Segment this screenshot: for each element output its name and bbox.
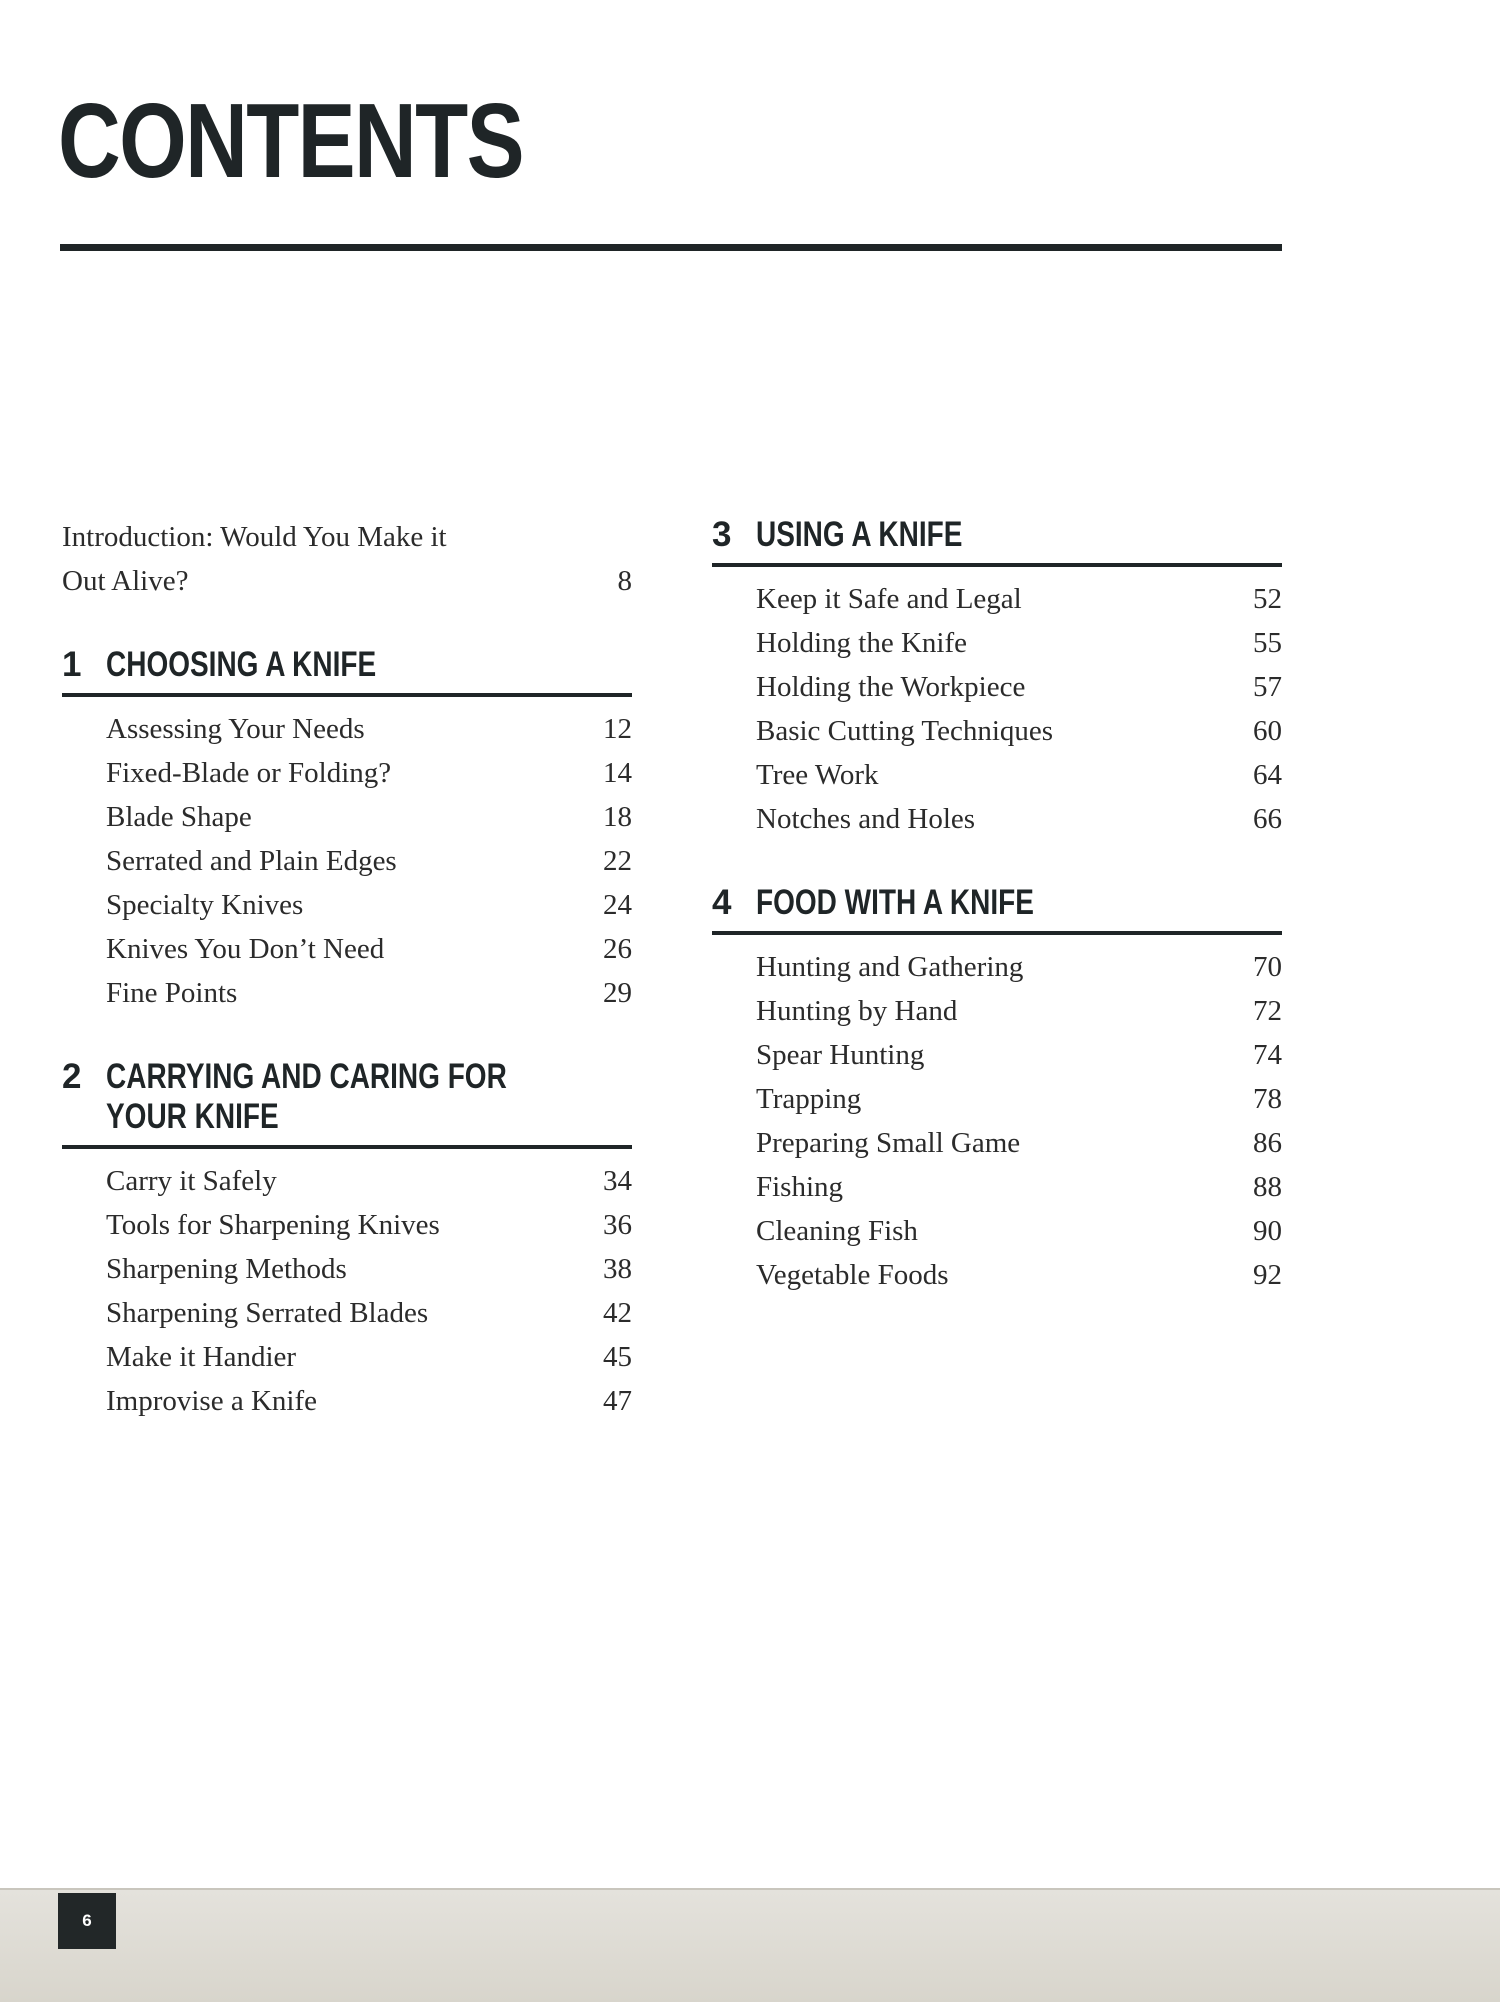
toc-entry[interactable] [712,709,1282,753]
page-title: CONTENTS [58,82,523,200]
entry-page-number: 74 [1253,1039,1282,1071]
entry-page-number: 52 [1253,583,1282,615]
page-number-badge: 6 [58,1893,116,1949]
section-title: FOOD WITH A KNIFE [756,883,1034,922]
entry-list [62,707,632,1015]
toc-entry[interactable] [62,1159,632,1203]
section-4 [712,883,1282,1297]
toc-entry[interactable] [712,945,1282,989]
entry-label: Improvise a Knife [106,1385,317,1417]
toc-entry[interactable] [712,1077,1282,1121]
entry-label: Knives You Don’t Need [106,933,385,965]
toc-entry[interactable] [62,751,632,795]
intro-line-2: Out Alive? [62,565,189,597]
section-number: 4 [712,883,732,922]
entry-label: Tools for Sharpening Knives [106,1209,440,1241]
entry-page-number: 86 [1253,1127,1282,1159]
entry-page-number: 64 [1253,759,1282,791]
entry-label: Keep it Safe and Legal [756,583,1022,615]
section-number: 3 [712,515,732,554]
entry-label: Fine Points [106,977,238,1009]
section-number: 1 [62,645,82,684]
entry-label: Trapping [756,1083,862,1115]
toc-entry[interactable] [62,1203,632,1247]
toc-entry[interactable] [62,1335,632,1379]
section-divider [712,931,1282,935]
toc-entry[interactable] [62,927,632,971]
toc-entry[interactable] [712,797,1282,841]
toc-entry[interactable] [712,753,1282,797]
toc-entry[interactable] [712,665,1282,709]
entry-label: Hunting by Hand [756,995,958,1027]
contents-column-left [62,515,632,1423]
entry-label: Fishing [756,1171,844,1203]
section-heading [712,883,1282,923]
footer-band [0,1888,1500,2002]
section-heading [62,645,632,685]
entry-label: Assessing Your Needs [106,713,365,745]
toc-entry[interactable] [62,883,632,927]
entry-page-number: 36 [603,1209,632,1241]
toc-entry[interactable] [712,989,1282,1033]
entry-page-number: 22 [603,845,632,877]
entry-label: Spear Hunting [756,1039,925,1071]
entry-list [712,577,1282,841]
entry-page-number: 60 [1253,715,1282,747]
entry-page-number: 55 [1253,627,1282,659]
entry-page-number: 29 [603,977,632,1009]
section-divider [712,563,1282,567]
section-number: 2 [62,1057,82,1096]
entry-list [62,1159,632,1423]
entry-page-number: 72 [1253,995,1282,1027]
entry-page-number: 57 [1253,671,1282,703]
entry-page-number: 92 [1253,1259,1282,1291]
entry-page-number: 38 [603,1253,632,1285]
toc-entry[interactable] [62,795,632,839]
entry-label: Serrated and Plain Edges [106,845,397,877]
intro-line-1: Introduction: Would You Make it [62,521,447,553]
toc-entry[interactable] [62,1379,632,1423]
entry-page-number: 42 [603,1297,632,1329]
entry-label: Basic Cutting Techniques [756,715,1054,747]
entry-label: Make it Handier [106,1341,297,1373]
section-divider [62,1145,632,1149]
entry-page-number: 47 [603,1385,632,1417]
entry-page-number: 78 [1253,1083,1282,1115]
entry-label: Blade Shape [106,801,252,833]
entry-page-number: 45 [603,1341,632,1373]
section-heading [62,1057,632,1137]
entry-label: Vegetable Foods [756,1259,949,1291]
section-title: CARRYING AND CARING FOR YOUR KNIFE [106,1057,507,1136]
section-title: USING A KNIFE [756,515,963,554]
entry-label: Cleaning Fish [756,1215,918,1247]
entry-label: Notches and Holes [756,803,976,835]
toc-entry[interactable] [62,839,632,883]
toc-entry-introduction[interactable] [62,515,632,603]
entry-label: Hunting and Gathering [756,951,1024,983]
toc-entry[interactable] [62,971,632,1015]
section-1 [62,645,632,1015]
entry-page-number: 24 [603,889,632,921]
entry-page-number: 66 [1253,803,1282,835]
toc-entry[interactable] [712,1253,1282,1297]
entry-page-number: 18 [603,801,632,833]
entry-label: Tree Work [756,759,879,791]
entry-page-number: 88 [1253,1171,1282,1203]
entry-label: Holding the Workpiece [756,671,1026,703]
entry-label: Preparing Small Game [756,1127,1021,1159]
toc-entry[interactable] [62,1247,632,1291]
intro-page-number: 8 [617,565,632,597]
entry-page-number: 34 [603,1165,632,1197]
section-2 [62,1057,632,1423]
entry-page-number: 26 [603,933,632,965]
section-3 [712,515,1282,841]
contents-column-right [712,515,1282,1297]
entry-label: Specialty Knives [106,889,304,921]
entry-page-number: 70 [1253,951,1282,983]
entry-label: Carry it Safely [106,1165,277,1197]
entry-label: Fixed-Blade or Folding? [106,757,392,789]
toc-entry[interactable] [712,577,1282,621]
title-divider [60,244,1282,251]
section-heading [712,515,1282,555]
section-divider [62,693,632,697]
entry-label: Sharpening Methods [106,1253,347,1285]
toc-entry[interactable] [712,1033,1282,1077]
entry-label: Holding the Knife [756,627,968,659]
toc-entry[interactable] [62,707,632,751]
entry-page-number: 12 [603,713,632,745]
toc-entry[interactable] [712,1209,1282,1253]
entry-page-number: 14 [603,757,632,789]
toc-entry[interactable] [62,1291,632,1335]
section-title: CHOOSING A KNIFE [106,645,377,684]
toc-entry[interactable] [712,621,1282,665]
toc-entry[interactable] [712,1165,1282,1209]
entry-list [712,945,1282,1297]
toc-entry[interactable] [712,1121,1282,1165]
entry-page-number: 90 [1253,1215,1282,1247]
entry-label: Sharpening Serrated Blades [106,1297,429,1329]
